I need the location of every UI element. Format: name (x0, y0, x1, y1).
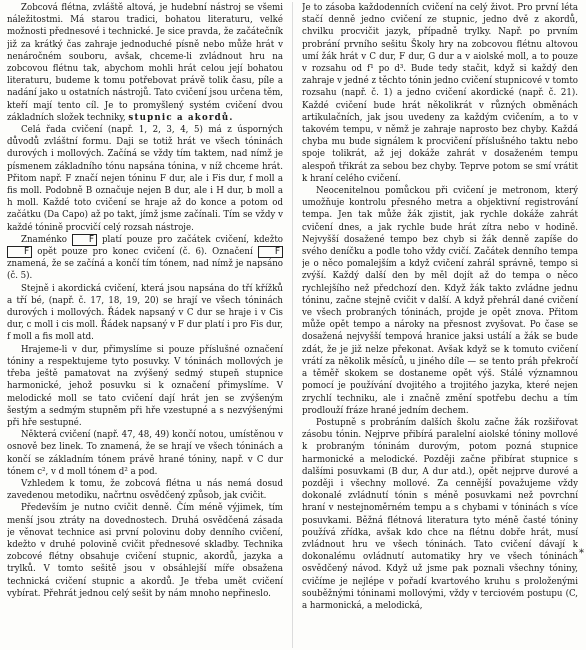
paragraph-chord-exercises: Stejně i akordická cvičení, která jsou napsána do tří křížků a tří bé, (např. č. 17, 18, 19, 20) se hrají ve všech tóninách durových i mollových. Řádek napsaný v C dur se hraje i v Cis dur, c moll i cis moll. Řádek napsaný v F dur platí i pro Fis dur, f moll a fis moll atd. (7, 282, 283, 343)
paragraph-major-minor: Hrajeme-li v dur, přimyslíme si pouze příslušné označení tóniny a respektujeme tyto posuvky. V tóninách mollových je třeba ještě pamatovat na zvýšený sedmý stupeň stupnice harmonické, jehož posuvku si k označení přimyslíme. V melodické moll se tato cvičení dají hrát jen se zvýšeným šestým a sedmým stupněm při hře vzestupné a s nezvýšenými při hře sestupné. (7, 343, 283, 428)
margin-mark: * (579, 548, 584, 559)
start-sign-symbol: F (72, 234, 97, 246)
paragraph-metronome: Neocenitelnou pomůckou při cvičení je metronom, který umožňuje kontrolu přesného metra a objektivní registrování tempa. Jen tak může žák zjistit, jak rychle dokáže zahrát cvičení dnes, a jak rychle bude hrát zítra nebo v hodině. Nejvyšší dosažené tempo bez chyb si žák denně zapíše do svého deníčku a podle toho vždy cvičí. Začátek denního tempa je o něco pomalejším a když cvičení zahrál správně, tempo si zvýší. Každý další den by měl dojít až do tempa o něco rychlejšího než předchozí den. Když žák takto zvládne jednu tóninu, začne stejně cvičit v další. A když přehrál dané cvičení ve všech probraných tóninách, projde je opět znova. Přitom může opět tempo a nároky na přesnost zvyšovat. Po čase se dosažená nejvyšší tempová hranice jaksi ustálí a žák se bude zdát, že je již nelze překonat. Avšak když se k tomuto cvičení vrátí za několik měsíců, u jiného díle — se tento práh překročí a těměř skokem se dostaneme opět výš. Stálé významnou pomocí je používání dvojitého a trojitého jazyka, které nejen zrychlí techniku, ale i značně změní spotřebu dechu a tím prodlouží fráze hrané jedním dechem. (302, 185, 578, 416)
left-column (7, 2, 283, 648)
paragraph-intro: Zobcová flétna, zvláště altová, je hudební nástroj se všemi náležitostmi. Má starou tradici, bohatou literaturu, velké možnosti přednesové i technické. Je sice pravda, že začátečník již za krátký čas zahraje jednoduché písně nebo může hrát v nenáročném souboru, avšak, chceme-li zvládnout hru na zobcovou flétnu tak, abychom mohli hrát celou její bohatou literaturu, budeme k tomu potřebovat právě tolik času, píle a nadání jako u ostatních nástrojů. Tato cvičení jsou určena těm, kteří mají tento cíl. Je to promyšlený systém cvičení dvou základních složek techniky, stupnic a akordů. (7, 2, 283, 123)
paragraph-keys-progression: Postupně s probráním dalších školu začne žák rozšiřovat zásobu tónin. Nejprve přibírá paralelní aiolské tóniny mollové k probraným tóninám durovým, potom pozná stupnice harmonické a melodické. Později začne přibírat stupnice s dalšími posuvkami (B dur, A dur atd.), opět nejprve durové a později i všechny mollové. Za cennější považujeme vždy dokonalé zvládnutí tónin s méně posuvkami než povrchní hraní v nestejnoměrném tempu a s chybami v tóninách s více posuvkami. Běžná flétnová literatura tyto méně časté tóniny používá zřídka, avšak kdo chce na flétnu dobře hrát, musí zvládnout hru ve všech tóninách. Tato cvičení dávají k dokonalému ovládnutí automatiky hry ve všech tóninách osvědčený návod. Když už jsme pak poznali všechny tóniny, cvičíme je nejlépe v pořadí kvartového kruhu s proloženými souběžnými tóninami mollovými, vždy v terciovém postupu (C, a harmonická, a melodická, (302, 416, 578, 611)
right-column (302, 2, 578, 648)
paragraph-signs: Znaménko F platí pouze pro začátek cvičení, kdežto F opět pouze pro konec cvičení (č. 6). Označení F znamená, že se začíná a končí tím tónem, nad nímž je napsáno (č. 5). (7, 233, 283, 282)
paragraph-exercise-form: Celá řada cvičení (např. 1, 2, 3, 4, 5) má z úsporných důvodů zvláštní formu. Daji se totiž hrát ve všech tóninách durových i mollových. Začíná se vždy tím taktem, nad nímž je písmenem základního tónu napsána tónina, v níž chceme hrát. Přitom např. F značí nejen tóninu F dur, ale i Fis dur, f moll a fis moll. Podobně B označuje nejen B dur, ale i H dur, b moll a h moll. Každé toto cvičení se hraje až do konce a potom od začátku (Da Capo) až po takt, jímž jsme začínali. Tím se vždy v každé tónině procvičí celý rozsah nástroje. (7, 124, 283, 233)
column-divider (292, 2, 293, 648)
paragraph-daily-practice: Především je nutno cvičit denně. Čím méně výjimek, tím menší jsou ztráty na dovednostech. Druhá osvědčená zásada je věnovat technice asi první polovinu doby denního cvičení, kdežto v druhé polovině cvičit přednesové skladby. Technika zobcové flétny obsahuje cvičení stupnic, akordů, jazyka a trylků. V tomto sešitě jsou v obsáhlejší míře obsažena technická cvičení stupnic a akordů. Je třeba umět cvičení vybírat. Přehrát jednou celý sešit by nám mnoho nepřineslo. (7, 502, 283, 599)
paragraph-daily-reserve: Je to zásoba každodenních cvičení na celý život. Pro první léta stačí denně jedno cvičení ze stupnic, jedno dvě z akordů, chvilku procvičit jazyk, případně trylky. Např. po prvním probrání prvního sešitu Školy hry na zobcovou flétnu altovou umí žák hrát v C dur, F dur, G dur a v aiolské moll, a to pouze v rozsahu od f¹ po d³. Bude tedy stačit, když si každý den zahraje v jedné z těchto tónin jedno cvičení stupnicové v tomto rozsahu (např. č. 1) a jedno cvičení akordické (např. č. 21). Každé cvičení bude hrát několikrát v různých obměnách artikulačních, jak jsou uvedeny za každým cvičením, a to v takovém tempu, v němž je zahraje naprosto bez chyby. Každá chyba mu bude signálem k procvičení příslušného taktu nebo spoje tolikrát, až jej dokáže zahrát v dosaženém tempu alespoň třikrát za sebou bez chyby. Teprve potom se smí vrátit k hraní celého cvičení. (302, 2, 578, 184)
paragraph-ending-notes: Některá cvičení (např. 47, 48, 49) končí notou, umístěnou v osnově bez linek. To znamená, že se hrají ve všech tóninách a končí se základním tónem právě hrané tóniny, např. v C dur tónem c², v d moll tónem d² a pod. (7, 429, 283, 477)
emphasis-scales-chords: stupnic a akordů. (128, 111, 234, 123)
start-end-sign-symbol: F (258, 246, 283, 258)
end-sign-symbol: F (7, 246, 32, 258)
paragraph-method: Vzhledem k tomu, že zobcová flétna u nás nemá dosud zavedenou metodiku, načrtnu osvědčený způsob, jak cvičit. (7, 477, 283, 502)
